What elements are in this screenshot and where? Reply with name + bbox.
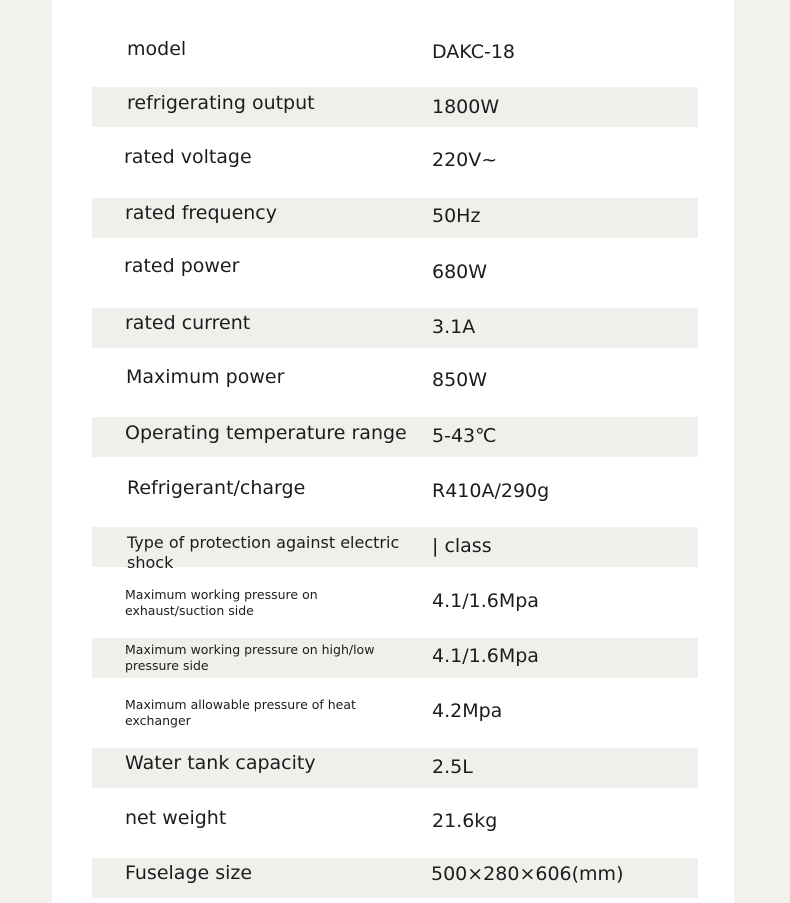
spec-value: 2.5L xyxy=(432,756,473,778)
spec-value: 500×280×606(mm) xyxy=(431,863,624,885)
spec-sheet xyxy=(52,0,734,903)
spec-value: | class xyxy=(432,535,492,557)
spec-label: Maximum working pressure on high/low pressure side xyxy=(125,642,375,673)
spec-value: 680W xyxy=(432,261,488,283)
spec-label: rated frequency xyxy=(125,202,277,224)
spec-value: 4.2Mpa xyxy=(432,700,503,722)
spec-label: Refrigerant/charge xyxy=(127,477,306,499)
spec-value: DAKC-18 xyxy=(432,41,516,63)
spec-value: 1800W xyxy=(432,96,500,118)
spec-label: Maximum allowable pressure of heat exchanger xyxy=(125,697,356,728)
spec-label: Operating temperature range xyxy=(125,422,407,444)
spec-value: 3.1A xyxy=(432,316,476,338)
spec-value: 850W xyxy=(432,369,488,391)
spec-label: Maximum working pressure on exhaust/suction side xyxy=(125,587,318,618)
spec-value: 4.1/1.6Mpa xyxy=(432,645,539,667)
spec-label: rated voltage xyxy=(124,146,252,168)
spec-label: rated current xyxy=(125,312,251,334)
spec-value: 4.1/1.6Mpa xyxy=(432,590,539,612)
spec-label: net weight xyxy=(125,807,227,829)
spec-label: rated power xyxy=(124,255,240,277)
spec-value: 220V~ xyxy=(432,149,498,171)
spec-value: R410A/290g xyxy=(432,480,550,502)
spec-label: Maximum power xyxy=(126,366,285,388)
spec-label: Water tank capacity xyxy=(125,752,316,774)
spec-label: refrigerating output xyxy=(127,92,315,114)
spec-value: 21.6kg xyxy=(432,810,498,832)
spec-value: 50Hz xyxy=(432,205,481,227)
spec-label: model xyxy=(127,38,187,60)
spec-value: 5-43℃ xyxy=(432,425,497,447)
spec-label: Type of protection against electric shock xyxy=(127,533,400,572)
spec-label: Fuselage size xyxy=(125,862,253,884)
